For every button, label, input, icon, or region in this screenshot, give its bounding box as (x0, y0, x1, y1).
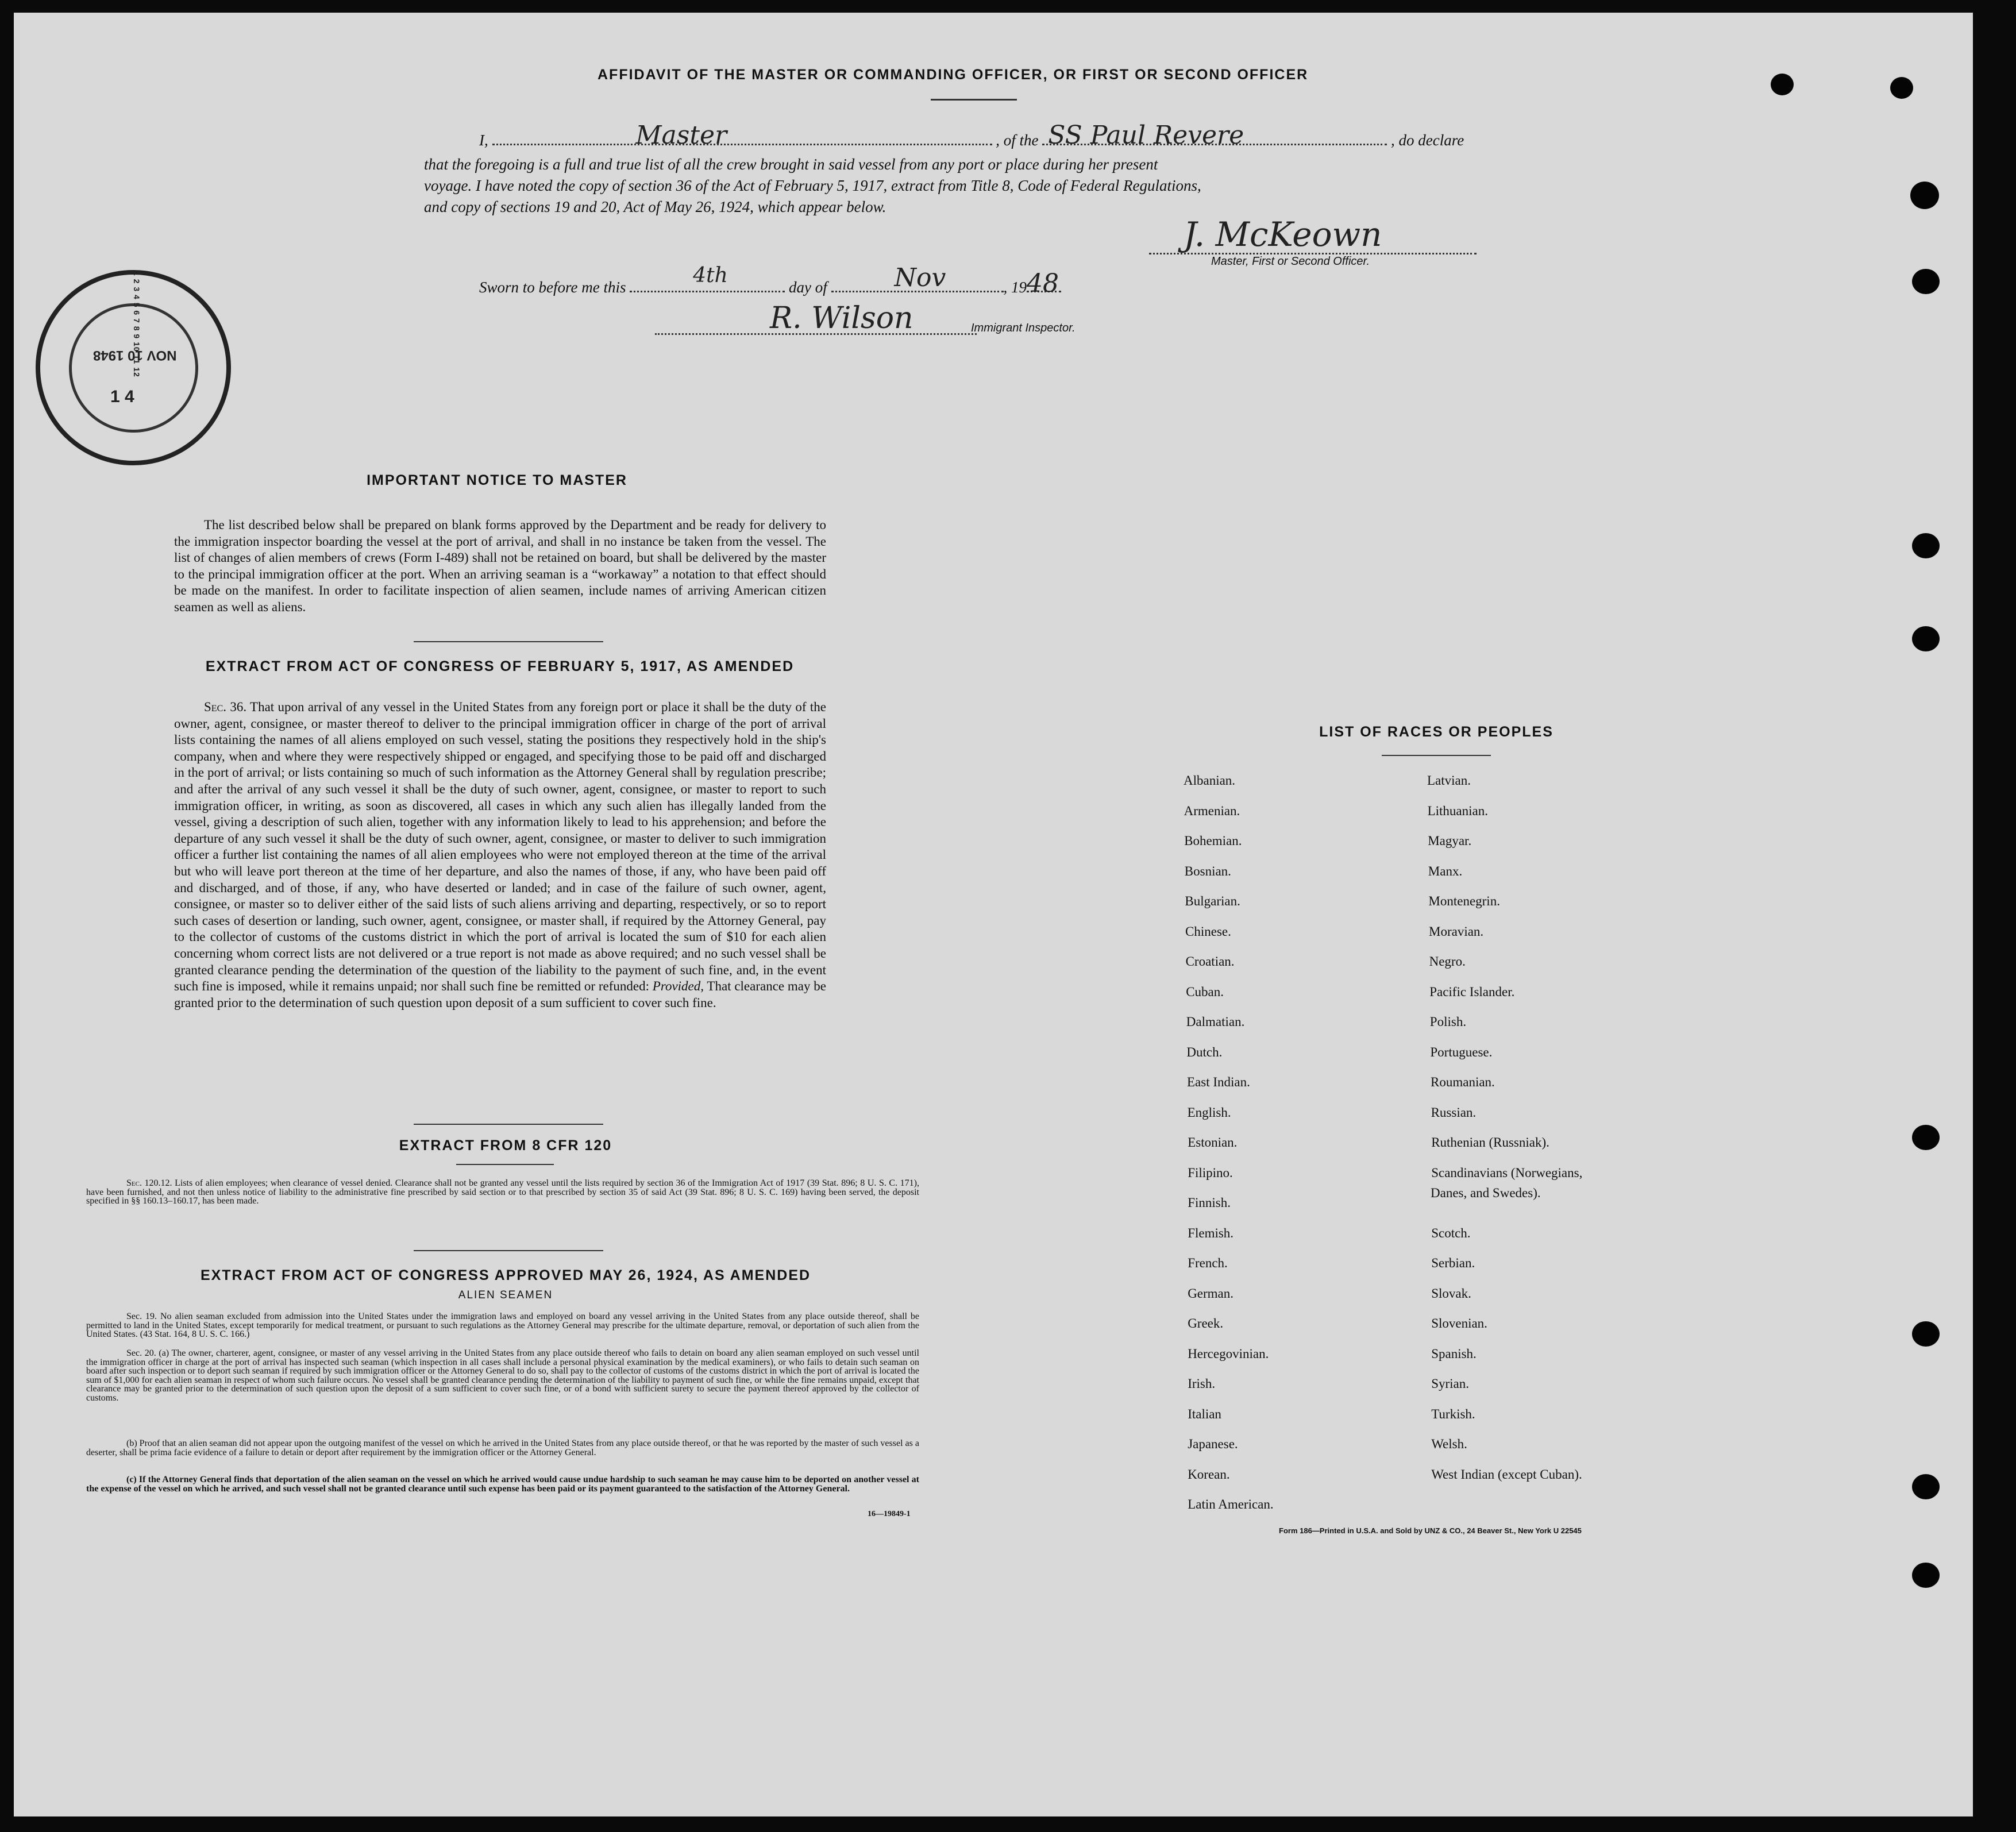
section-divider (414, 641, 603, 642)
form-number: 16—19849-1 (868, 1510, 911, 1518)
notice-body: The list described below shall be prepared on blank forms approved by the Department and be ready for delivery to the immigration inspector boarding the vessel at the port of arrival, and shall in no instance be taken from the vessel. The list of changes of alien members of crews (Form I-489) shall not be retained on board, but shall be delivered by the master to the principal immigration officer at the port. When an arriving seaman is a “workaway” a notation to that effect should be made on the manifest. In order to facilitate inspection of alien seamen, include names of arriving American citizen seamen as well as aliens. (174, 518, 826, 614)
race-item: Syrian. (1431, 1376, 1469, 1391)
race-item: Magyar. (1428, 834, 1472, 848)
notice-heading: IMPORTANT NOTICE TO MASTER (367, 472, 627, 488)
name-handwriting: Master (635, 121, 727, 150)
punch-hole (1890, 77, 1913, 99)
vessel-field[interactable] (1042, 121, 1387, 150)
race-item: Turkish. (1431, 1406, 1475, 1421)
inspection-stamp (36, 270, 231, 465)
race-item: Dutch. (1186, 1044, 1223, 1059)
punch-hole (1912, 626, 1940, 651)
race-item: Pacific Islander. (1429, 984, 1515, 999)
sec-36-text: That upon arrival of any vessel in the United States from any foreign port or place it shall be the duty of the owner, agent, consignee, or master thereof to deliver to the principal immigration officer in charge of the port of arrival lists containing the names of all aliens employed on such vessel, stating the positions they respectively hold in the ship's company, when and where they were respectively shipped or engaged, and specifying those to be paid off and discharged in the port of arrival; or lists containing so much of such information as the Attorney General shall by regulation prescribe; and after the arrival of any such vessel it shall be the duty of such owner, agent, consignee, or master to report to such immigration officer, in writing, as soon as discovered, all cases in which any such alien has illegally landed from the vessel, giving a description of such alien, together with any information likely to lead to his apprehension; and before the departure of any such vessel it shall be the duty of such owner, agent, consignee, or master to deliver to such immigration officer a further list containing the names of all alien employees who were not employed thereon at the time of the arrival but who will leave port thereon at the time of her departure, and also the names of those, if any, who have been paid off and discharged, and of those, if any, who have deserted or landed; and in case of the failure of such owner, agent, consignee, or master so to deliver either of the said lists of such aliens arriving and departing, respectively, or so to report such cases of desertion or landing, such owner, agent, consignee, or master shall, if required by the Attorney General, pay to the collector of customs of the customs district in which the port of arrival is located the sum of $10 for each alien concerning whom correct lists are not delivered or a true report is not made as above required; and no such vessel shall be granted clearance pending the determination of the question of the liability to the payment of such fine, and, in the event such fine is imposed, while it remains unpaid; nor shall such fine be remitted or refunded: (174, 700, 826, 994)
year-prefix: , 19 (1003, 279, 1027, 296)
race-item: Cuban. (1186, 984, 1224, 999)
stamp-numbers: 1 2 3 4 5 6 7 8 9 10 11 12 (132, 271, 141, 377)
punch-hole (1910, 182, 1939, 209)
sec-36-text-end: That clearance may be granted prior to the determination of such question upon deposit of a sum sufficient to cover such fine. (174, 979, 826, 1010)
race-item: English. (1187, 1105, 1231, 1120)
signature-field[interactable] (1149, 213, 1477, 254)
section-divider (414, 1250, 603, 1251)
race-item: Manx. (1428, 863, 1463, 878)
do-declare-label: , do declare (1391, 132, 1464, 149)
races-heading: LIST OF RACES OR PEOPLES (1319, 724, 1554, 740)
punch-hole (1912, 533, 1940, 558)
inspector-label: Immigrant Inspector. (971, 322, 1076, 334)
race-item: Irish. (1188, 1376, 1216, 1391)
name-field[interactable] (492, 121, 992, 150)
inspector-field[interactable] (655, 301, 977, 335)
punch-hole (1912, 1474, 1940, 1499)
race-item: Latin American. (1188, 1497, 1274, 1511)
affidavit-text-line1: that the foregoing is a full and true list of all the crew brought in said vessel from any port or place during her present (424, 156, 1158, 173)
sec-20b-text: (b) Proof that an alien seaman did not appear upon the outgoing manifest of the vessel on which he arrived in the United States from any place outside thereof, or that he was reported by the master of such vessel as a deserter, shall be prima facie evidence of a failure to detain or deport after requirement by the immigration officer or the Attorney General. (86, 1438, 919, 1457)
affidavit-title: AFFIDAVIT OF THE MASTER OR COMMANDING OFFICER, OR FIRST OR SECOND OFFICER (598, 67, 1309, 83)
punch-hole (1912, 269, 1940, 294)
race-scandinavian-continuation: Danes, and Swedes). (1431, 1186, 1541, 1200)
sworn-line (479, 263, 1061, 298)
race-item: Croatian. (1185, 954, 1235, 969)
sworn-label: Sworn to before me this (479, 279, 626, 296)
race-item: Slovak. (1431, 1286, 1471, 1301)
affidavit-text-line2: voyage. I have noted the copy of section 36 of the Act of February 5, 1917, extract from Title 8, Code of Federal Regulations, (424, 177, 1201, 194)
race-item: Greek. (1188, 1316, 1224, 1330)
race-item: Armenian. (1184, 803, 1240, 818)
i-label: I, (479, 132, 488, 149)
day-field[interactable] (630, 264, 785, 292)
provided-label: Provided, (652, 979, 704, 994)
race-item: Scandinavians (Norwegians, (1431, 1165, 1583, 1180)
race-item: Negro. (1429, 954, 1466, 969)
race-item: Korean. (1188, 1467, 1230, 1482)
races-heading-underline (1382, 755, 1491, 756)
race-item: Russian. (1431, 1105, 1477, 1120)
race-item: Chinese. (1185, 924, 1231, 939)
extract-cfr-body (86, 1179, 919, 1206)
race-item: Lithuanian. (1427, 803, 1488, 818)
race-item: West Indian (except Cuban). (1431, 1467, 1582, 1482)
race-item: German. (1188, 1286, 1234, 1301)
alien-seamen-subheading: ALIEN SEAMEN (458, 1289, 553, 1301)
extract-1917-body (174, 699, 826, 1011)
sec-19-text: Sec. 19. No alien seaman excluded from admission into the United States under the immigration laws and employed on board any vessel arriving in the United States from any place outside thereof, shall be permitted to land in the United States, except temporarily for medical treatment, or pursuant to such regulations as the Attorney General may prescribe for the ultimate departure, removal, or deportation of such alien from the United States. (43 Stat. 164, 8 U. S. C. 166.) (86, 1312, 919, 1339)
affidavit-text-line3: and copy of sections 19 and 20, Act of May 26, 1924, which appear below. (424, 198, 886, 215)
sec-36-label: Sec. 36. (204, 700, 247, 714)
year-handwriting: 48 (1027, 269, 1059, 298)
extract-cfr-heading: EXTRACT FROM 8 CFR 120 (399, 1137, 612, 1154)
race-item: Ruthenian (Russniak). (1431, 1135, 1549, 1150)
race-item: Hercegovinian. (1188, 1346, 1269, 1361)
month-field[interactable] (831, 263, 1004, 292)
stamp-handwritten-mark: 1 4 (110, 387, 134, 406)
sec-20c-text: (c) If the Attorney General finds that deportation of the alien seaman on the vessel on which he arrived would cause undue hardship to such seaman he may cause him to be deported on another vessel at the expense of the vessel on which he arrived, and such vessel shall not be granted clearance until such expense has been paid or its payment guaranteed to the satisfaction of the Attorney General. (86, 1475, 919, 1494)
sec-120-label: Sec. 120.12. (126, 1178, 172, 1188)
race-item: French. (1188, 1256, 1228, 1270)
extract-1924-heading: EXTRACT FROM ACT OF CONGRESS APPROVED MAY 26, 1924, AS AMENDED (200, 1267, 811, 1283)
punch-hole (1771, 74, 1794, 95)
race-item: Latvian. (1427, 773, 1471, 788)
stamp-date: NOV 10 1948 (93, 348, 177, 363)
race-item: Portuguese. (1430, 1044, 1493, 1059)
race-item: Serbian. (1431, 1256, 1475, 1270)
printer-note: Form 186—Printed in U.S.A. and Sold by UNZ & CO., 24 Beaver St., New York U 22545 (1279, 1526, 1582, 1535)
punch-hole (1912, 1563, 1940, 1588)
race-item: Filipino. (1188, 1165, 1233, 1180)
vessel-handwriting: SS Paul Revere (1048, 121, 1244, 150)
affidavit-declaration-line (479, 121, 1464, 151)
race-item: Flemish. (1188, 1225, 1234, 1240)
race-item: Dalmatian. (1186, 1015, 1245, 1029)
race-item: Japanese. (1188, 1437, 1238, 1451)
sec-20a-text: Sec. 20. (a) The owner, charterer, agent, consignee, or master of any vessel arriving in the United States from any place outside thereof who fails to detain on board any alien seaman employed on such vessel until the immigration officer in charge at the port of arrival has inspected such seaman (which inspection in all cases shall include a personal physical examination by the medical examiners), or who fails to detain such seaman on board after such inspection or to deport such seaman if required by such immigration officer or the Attorney General to do so, shall pay to the collector of customs of the customs district in which the port of arrival is located the sum of $1,000 for each alien seaman in respect of whom such failure occurs. No vessel shall be granted clearance pending the determination of the liability to payment of such fine, or while the fine remains unpaid, except that clearance may be granted prior to the determination of such question upon the deposit of a sum sufficient to cover such fine, or of a bond with sufficient surety to secure the payment thereof approved by the collector of customs. (86, 1348, 919, 1403)
day-handwriting: 4th (693, 264, 728, 287)
race-item: Montenegrin. (1428, 894, 1500, 908)
race-item: Bulgarian. (1185, 894, 1240, 908)
race-item: Welsh. (1431, 1437, 1467, 1451)
race-item: Moravian. (1429, 924, 1484, 939)
section-divider (414, 1124, 603, 1125)
race-item: Bosnian. (1184, 863, 1231, 878)
race-item: East Indian. (1187, 1075, 1250, 1089)
signature-handwriting: J. McKeown (1184, 215, 1382, 254)
race-item: Spanish. (1431, 1346, 1477, 1361)
day-of-label: day of (789, 279, 827, 296)
race-item: Scotch. (1431, 1225, 1471, 1240)
month-handwriting: Nov (894, 263, 946, 292)
year-field[interactable] (1027, 269, 1061, 298)
race-item: Finnish. (1188, 1195, 1231, 1210)
of-the-label: , of the (996, 132, 1039, 149)
punch-hole (1912, 1125, 1940, 1150)
inspector-handwriting: R. Wilson (770, 301, 913, 335)
race-item: Polish. (1429, 1015, 1467, 1029)
extract-1917-heading: EXTRACT FROM ACT OF CONGRESS OF FEBRUARY 5, 1917, AS AMENDED (205, 658, 795, 674)
race-item: Slovenian. (1431, 1316, 1487, 1330)
race-item: Roumanian. (1431, 1075, 1495, 1089)
heading-underline (456, 1164, 554, 1165)
sec-120-text: Lists of alien employees; when clearance of vessel denied. Clearance shall not be granted any vessel until the lists required by section 36 of the Immigration Act of 1917 (39 Stat. 896; 8 U. S. C. 171), have been furnished, and not then unless notice of liability to the administrative fine prescribed by said section or to that prescribed by section 35 of said Act (39 Stat. 896; 8 U. S. C. 169) having been served, the deposit specified in §§ 160.13–160.17, has been made. (86, 1178, 919, 1206)
race-item: Albanian. (1184, 773, 1236, 788)
signature-label: Master, First or Second Officer. (1211, 255, 1370, 268)
race-item: Bohemian. (1184, 834, 1242, 848)
race-item: Estonian. (1188, 1135, 1238, 1150)
punch-hole (1912, 1321, 1940, 1347)
race-item: Italian (1188, 1406, 1221, 1421)
title-underline (931, 99, 1017, 101)
